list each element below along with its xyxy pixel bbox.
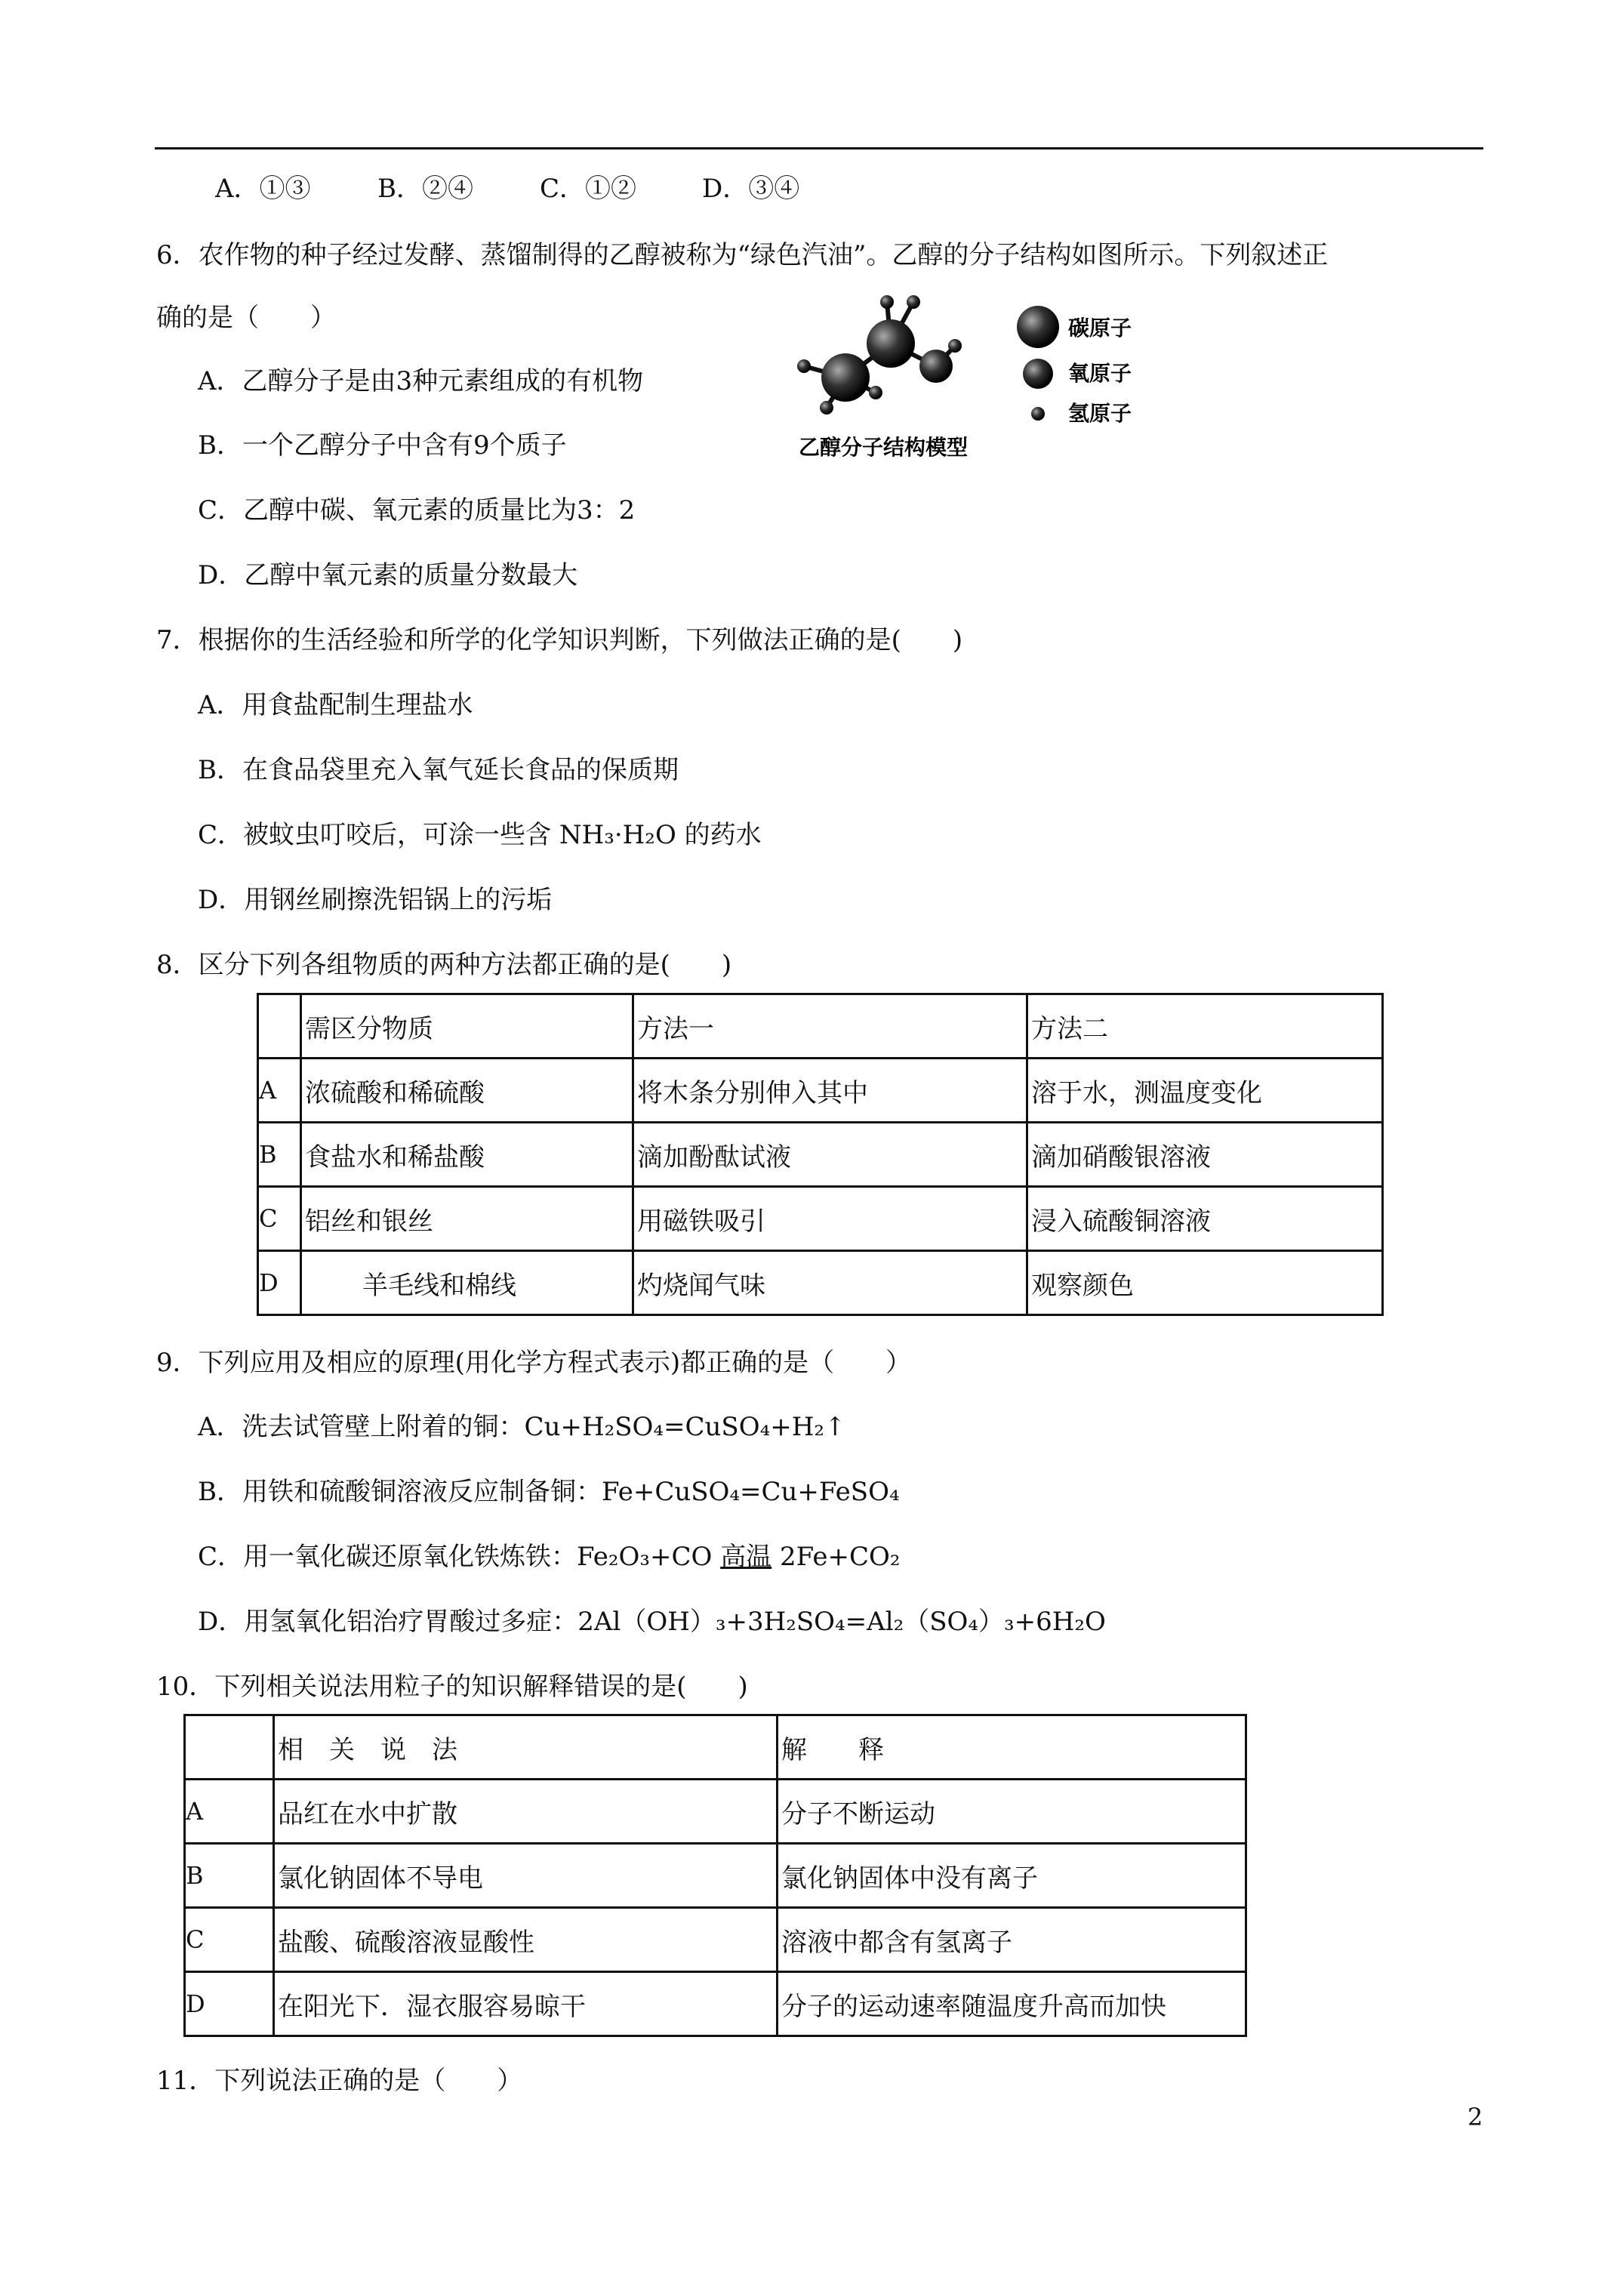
table-row — [185, 1780, 1246, 1844]
table-cell: 分子的运动速率随温度升高而加快 — [778, 1972, 1246, 2036]
ethanol-model-illustration — [785, 287, 1208, 468]
legend-oxygen-label: 氧原子 — [1068, 361, 1132, 386]
header-cell — [185, 1715, 274, 1780]
legend-hydrogen-label: 氢原子 — [1068, 401, 1132, 426]
table-cell: 溶于水，测温度变化 — [1027, 1059, 1383, 1123]
table-cell: 在阳光下．湿衣服容易晾干 — [274, 1972, 778, 2036]
q8-stem: 8．区分下列各组物质的两种方法都正确的是( ) — [156, 950, 732, 980]
q9-option-d: D．用氢氧化铝治疗胃酸过多症：2Al（OH）₃+3H₂SO₄=Al₂（SO₄）₃+6H₂O — [198, 1607, 1106, 1637]
table-row — [258, 1251, 1383, 1315]
q10-stem: 10．下列相关说法用粒子的知识解释错误的是( ) — [156, 1672, 748, 1702]
q9-option-a: A．洗去试管壁上附着的铜：Cu+H₂SO₄=CuSO₄+H₂↑ — [198, 1412, 846, 1442]
row-label: B — [258, 1123, 301, 1187]
table-row — [185, 1844, 1246, 1908]
q5-option-d: D．③④ — [702, 174, 800, 204]
table-cell: 滴加酚酞试液 — [633, 1123, 1027, 1187]
row-label: B — [185, 1844, 274, 1908]
q11-stem: 11．下列说法正确的是（ ） — [156, 2066, 523, 2096]
table-cell: 氯化钠固体不导电 — [274, 1844, 778, 1908]
table-row — [185, 1972, 1246, 2036]
q5-option-c: C．①② — [540, 174, 637, 204]
q10-table — [183, 1714, 1247, 2037]
q5-option-a: A．①③ — [215, 174, 311, 204]
row-label: A — [258, 1059, 301, 1123]
table-cell: 滴加硝酸银溶液 — [1027, 1123, 1383, 1187]
ethanol-molecule-figure — [785, 287, 1208, 468]
q6-stem-line2: 确的是（ ） — [156, 303, 336, 333]
row-label: D — [258, 1251, 301, 1315]
q9-option-c: C．用一氧化碳还原氧化铁炼铁：Fe₂O₃+CO 高温 2Fe+CO₂ — [198, 1542, 901, 1572]
q6-option-a: A．乙醇分子是由3种元素组成的有机物 — [198, 366, 644, 396]
header-cell: 相 关 说 法 — [274, 1715, 778, 1780]
table-cell: 浸入硫酸铜溶液 — [1027, 1187, 1383, 1251]
table-cell: 品红在水中扩散 — [274, 1780, 778, 1844]
q5-options — [215, 172, 799, 205]
row-label: A — [185, 1780, 274, 1844]
table-cell: 溶液中都含有氢离子 — [778, 1908, 1246, 1972]
table-cell: 用磁铁吸引 — [633, 1187, 1027, 1251]
header-rule — [155, 147, 1483, 149]
legend-carbon-label: 碳原子 — [1068, 316, 1132, 341]
q8-table — [257, 993, 1384, 1316]
table-cell: 羊毛线和棉线 — [301, 1251, 633, 1315]
figure-caption: 乙醇分子结构模型 — [799, 435, 969, 460]
row-label: C — [185, 1908, 274, 1972]
q7-option-b: B．在食品袋里充入氧气延长食品的保质期 — [198, 755, 679, 785]
row-label: C — [258, 1187, 301, 1251]
q6-stem-line1: 6．农作物的种子经过发酵、蒸馏制得的乙醇被称为“绿色汽油”。乙醇的分子结构如图所示。下列叙述正 — [156, 240, 1329, 270]
q7-stem: 7．根据你的生活经验和所学的化学知识判断，下列做法正确的是( ) — [156, 625, 963, 655]
table-cell: 观察颜色 — [1027, 1251, 1383, 1315]
table-cell: 食盐水和稀盐酸 — [301, 1123, 633, 1187]
table-row — [185, 1908, 1246, 1972]
page-number: 2 — [1467, 2103, 1483, 2131]
q9-stem: 9．下列应用及相应的原理(用化学方程式表示)都正确的是（ ） — [156, 1348, 912, 1378]
header-cell: 方法一 — [633, 994, 1027, 1059]
table-cell: 将木条分别伸入其中 — [633, 1059, 1027, 1123]
q7-option-d: D．用钢丝刷擦洗铝锅上的污垢 — [198, 885, 553, 915]
q9-option-b: B．用铁和硫酸铜溶液反应制备铜：Fe+CuSO₄=Cu+FeSO₄ — [198, 1477, 900, 1507]
q7-option-c: C．被蚊虫叮咬后，可涂一些含 NH₃·H₂O 的药水 — [198, 820, 762, 850]
header-cell: 解 释 — [778, 1715, 1246, 1780]
table-cell: 铝丝和银丝 — [301, 1187, 633, 1251]
table-cell: 分子不断运动 — [778, 1780, 1246, 1844]
header-cell — [258, 994, 301, 1059]
table-cell: 灼烧闻气味 — [633, 1251, 1027, 1315]
q5-option-b: B．②④ — [377, 174, 473, 204]
table-row — [258, 1123, 1383, 1187]
reaction-condition: 高温 — [720, 1542, 772, 1572]
table-cell: 氯化钠固体中没有离子 — [778, 1844, 1246, 1908]
row-label: D — [185, 1972, 274, 2036]
q6-option-b: B．一个乙醇分子中含有9个质子 — [198, 430, 567, 461]
q6-option-c: C．乙醇中碳、氧元素的质量比为3：2 — [198, 495, 636, 525]
table-header-row — [185, 1715, 1246, 1780]
q7-option-a: A．用食盐配制生理盐水 — [198, 690, 473, 720]
header-cell: 需区分物质 — [301, 994, 633, 1059]
table-row — [258, 1059, 1383, 1123]
table-row — [258, 1187, 1383, 1251]
table-header-row — [258, 994, 1383, 1059]
table-cell: 盐酸、硫酸溶液显酸性 — [274, 1908, 778, 1972]
header-cell: 方法二 — [1027, 994, 1383, 1059]
q6-option-d: D．乙醇中氧元素的质量分数最大 — [198, 560, 578, 590]
table-cell: 浓硫酸和稀硫酸 — [301, 1059, 633, 1123]
